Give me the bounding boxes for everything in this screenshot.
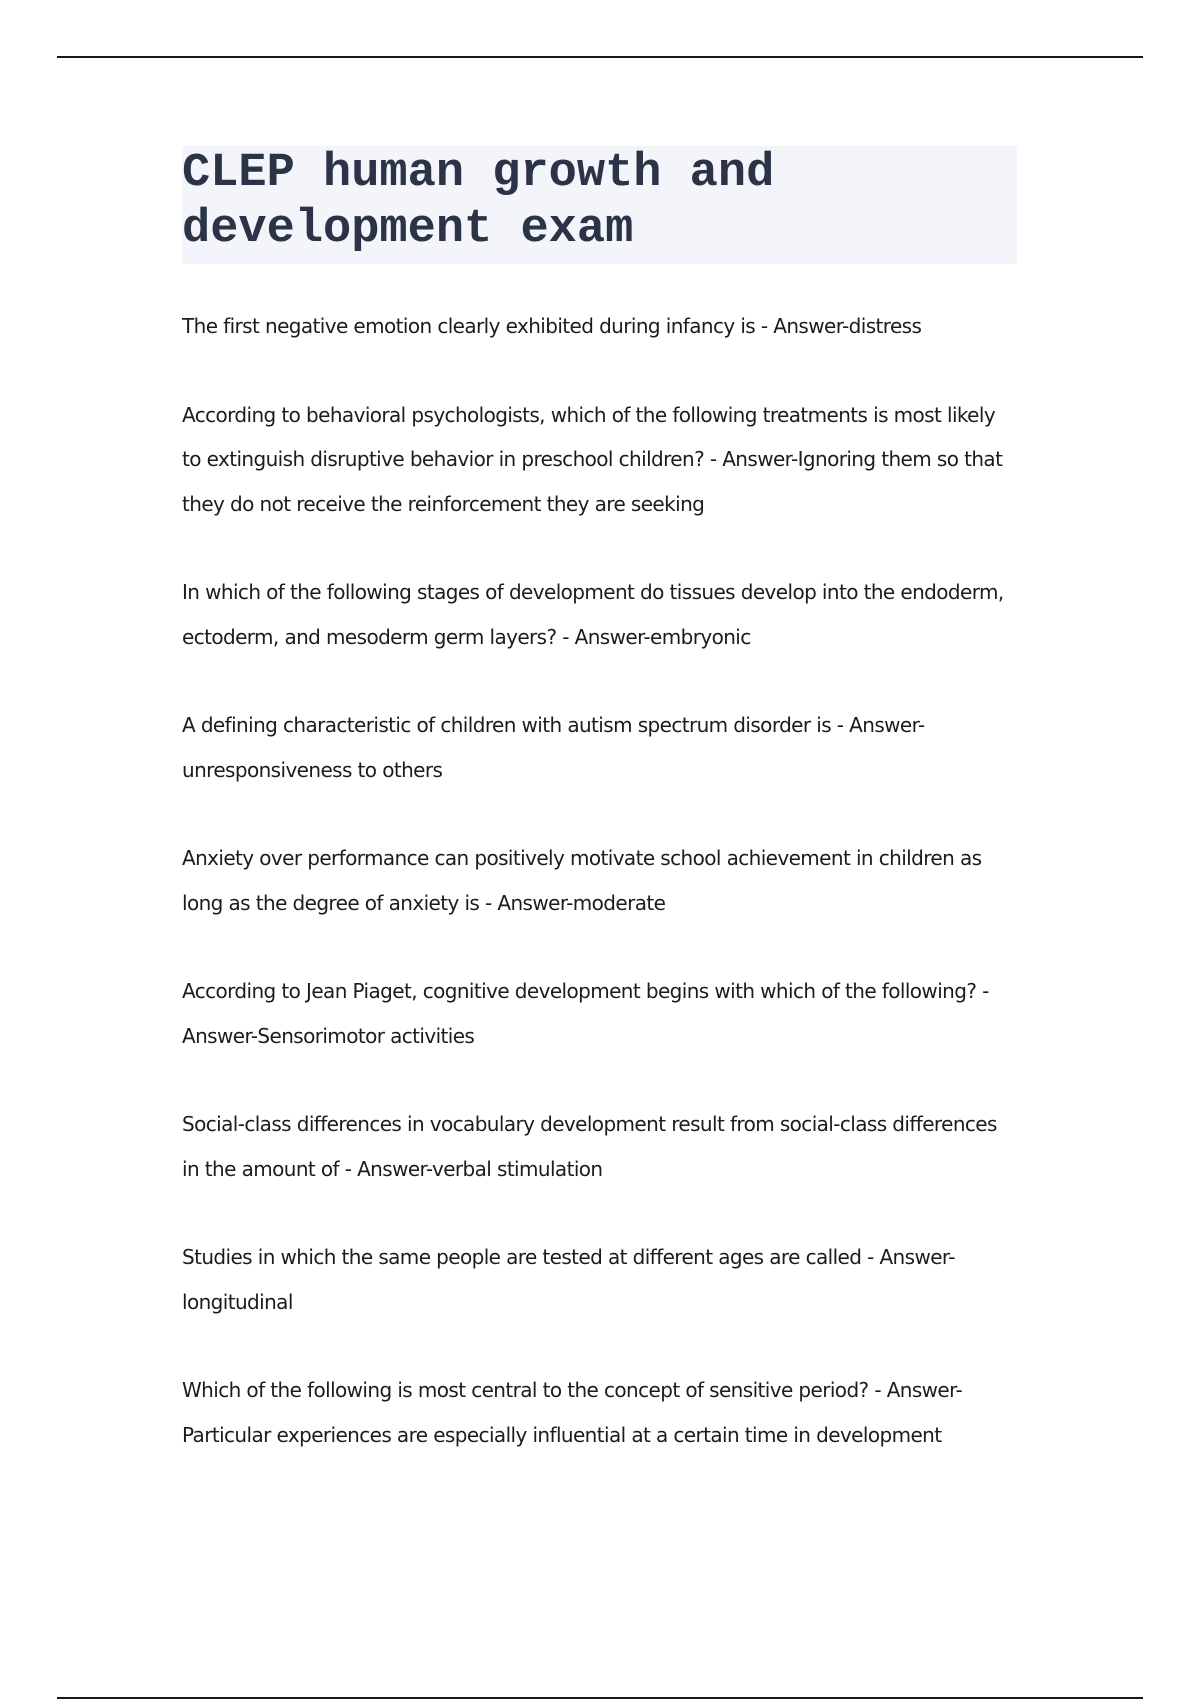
title-block	[182, 146, 1017, 264]
qa-item: A defining characteristic of children with autism spectrum disorder is - Answer-unresponsiveness to others	[182, 713, 925, 782]
top-rule	[57, 56, 1143, 58]
document-body	[182, 146, 1017, 1501]
qa-item: Which of the following is most central to the concept of sensitive period? - Answer-Particular experiences are especially influential at a certain time in development	[182, 1378, 963, 1447]
bottom-rule	[57, 1697, 1143, 1699]
qa-item: The first negative emotion clearly exhibited during infancy is - Answer-distress	[182, 314, 922, 338]
qa-item: According to Jean Piaget, cognitive development begins with which of the following? - Answer-Sensorimotor activities	[182, 979, 989, 1048]
qa-item: According to behavioral psychologists, which of the following treatments is most likely to extinguish disruptive behavior in preschool children? - Answer-Ignoring them so that they do not receive the reinforcement they are seeking	[182, 402, 1003, 516]
qa-list	[182, 304, 1017, 1457]
qa-item: In which of the following stages of development do tissues develop into the endoderm, ectoderm, and mesoderm germ layers? - Answer-embryonic	[182, 580, 1004, 649]
qa-item: Social-class differences in vocabulary development result from social-class differences in the amount of - Answer-verbal stimulation	[182, 1112, 997, 1181]
qa-item: Anxiety over performance can positively motivate school achievement in children as long as the degree of anxiety is - Answer-moderate	[182, 846, 982, 915]
document-title: CLEP human growth and development exam	[182, 147, 775, 256]
qa-item: Studies in which the same people are tested at different ages are called - Answer-longitudinal	[182, 1245, 955, 1314]
